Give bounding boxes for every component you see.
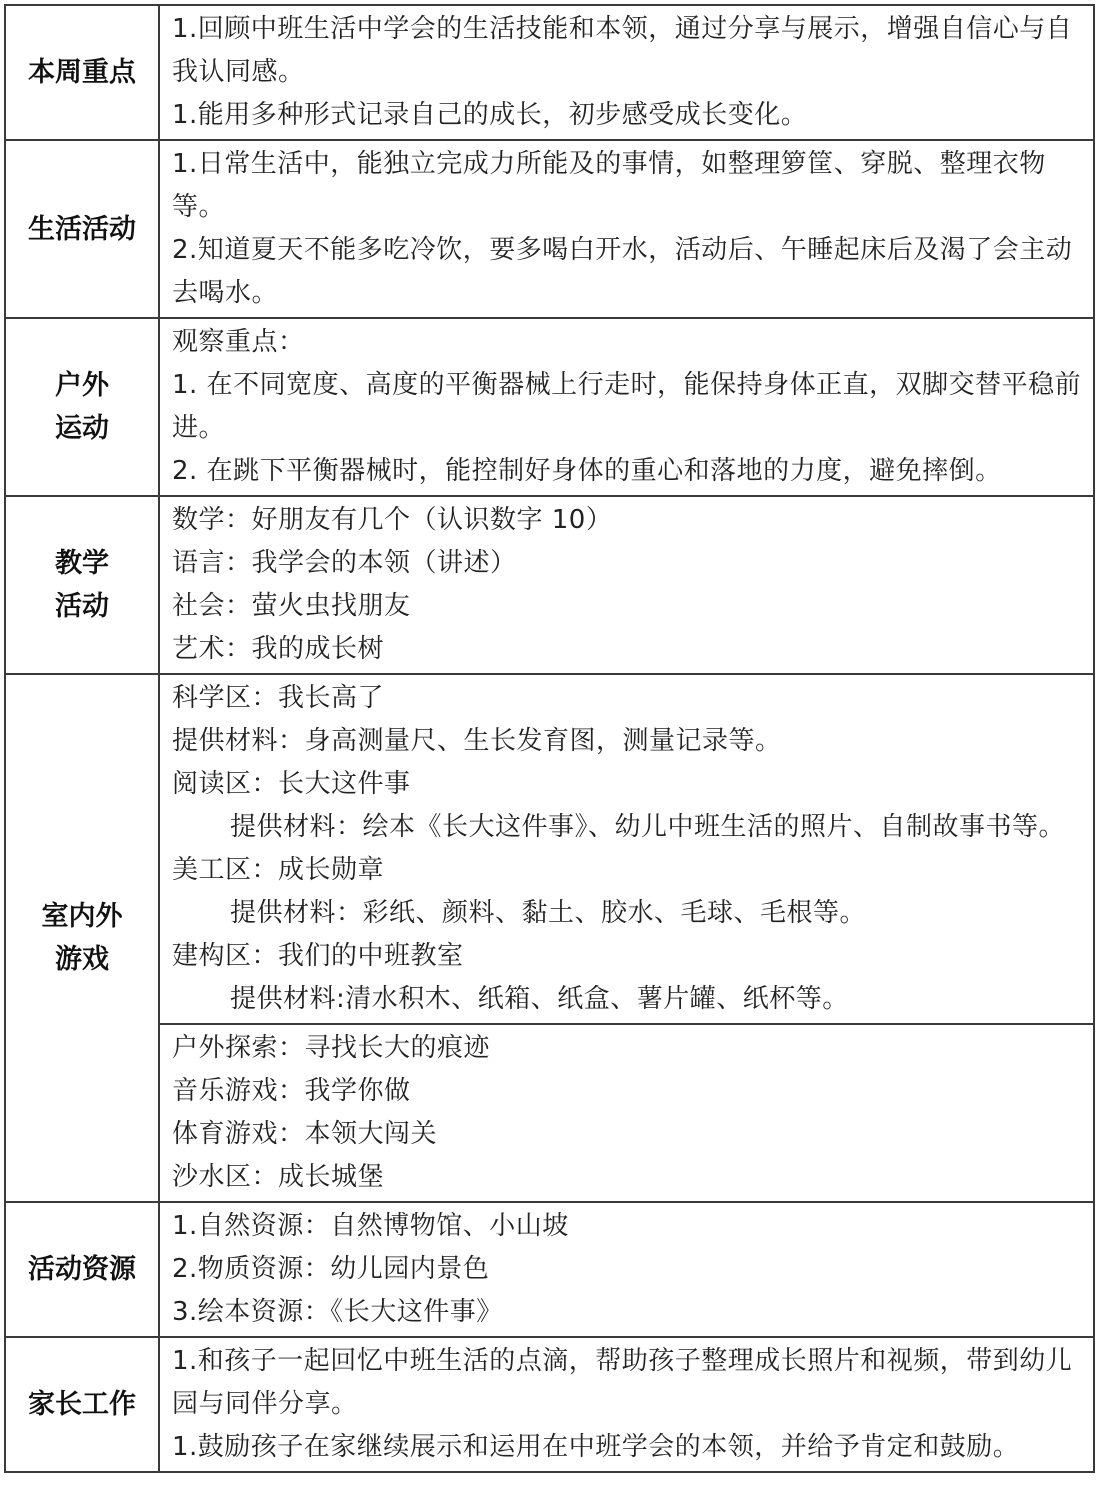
content-line: 1.鼓励孩子在家继续展示和运用在中班学会的本领，并给予肯定和鼓励。: [172, 1432, 1020, 1462]
row-label-cell: [5, 496, 159, 674]
row-label: 本周重点: [28, 57, 136, 88]
table-row: [5, 1202, 1094, 1337]
table-row: [5, 674, 1094, 1024]
content-line: 2.物质资源：幼儿园内景色: [172, 1254, 490, 1284]
content-line: 1.自然资源：自然博物馆、小山坡: [172, 1211, 569, 1241]
row-label: 室内外 游戏: [41, 901, 123, 975]
row-label-cell: [5, 1337, 159, 1472]
table-row: [5, 318, 1094, 496]
table-row: [5, 1337, 1094, 1472]
content-line: 3.绘本资源：《长大这件事》: [172, 1297, 503, 1327]
content-line: 音乐游戏：我学你做: [172, 1076, 411, 1106]
row-label-cell: [5, 318, 159, 496]
table-row: [5, 140, 1094, 318]
content-line: 1.能用多种形式记录自己的成长，初步感受成长变化。: [172, 100, 808, 130]
weekly-plan-table: [4, 4, 1095, 1473]
table-row: [5, 5, 1094, 140]
content-line: 1.日常生活中，能独立完成力所能及的事情，如整理箩筐、穿脱、整理衣物等。: [172, 149, 1046, 222]
row-content-cell: [159, 674, 1094, 1024]
content-line: 阅读区：长大这件事: [172, 769, 411, 799]
content-line: 社会：萤火虫找朋友: [172, 591, 411, 621]
content-line: 提供材料：彩纸、颜料、黏土、胶水、毛球、毛根等。: [230, 898, 867, 928]
row-label-cell: [5, 674, 159, 1202]
content-line: 艺术：我的成长树: [172, 634, 385, 664]
content-line: 2. 在跳下平衡器械时，能控制好身体的重心和落地的力度，避免摔倒。: [172, 456, 1002, 486]
content-line: 科学区：我长高了: [172, 683, 385, 713]
row-content-cell: [159, 496, 1094, 674]
content-line: 1.回顾中班生活中学会的生活技能和本领，通过分享与展示，增强自信心与自我认同感。: [172, 14, 1073, 87]
content-line: 语言：我学会的本领（讲述）: [172, 548, 517, 578]
row-label: 教学 活动: [55, 548, 109, 622]
row-content-cell: [159, 318, 1094, 496]
row-label: 户外 运动: [55, 370, 109, 444]
row-label-cell: [5, 5, 159, 140]
row-label: 生活活动: [28, 213, 136, 245]
content-line: 建构区：我们的中班教室: [172, 941, 464, 971]
content-line: 户外探索：寻找长大的痕迹: [172, 1033, 491, 1063]
content-line: 美工区：成长勋章: [172, 855, 385, 885]
table-row: [5, 496, 1094, 674]
content-line: 1. 在不同宽度、高度的平衡器械上行走时，能保持身体正直，双脚交替平稳前进。: [172, 370, 1082, 443]
content-line: 沙水区：成长城堡: [172, 1162, 385, 1192]
content-line: 观察重点：: [172, 327, 305, 357]
content-line: 提供材料：绘本《长大这件事》、幼儿中班生活的照片、自制故事书等。: [230, 812, 1066, 842]
row-label: 家长工作: [28, 1389, 136, 1420]
table-row: [5, 1024, 1094, 1202]
content-line: 提供材料:清水积木、纸箱、纸盒、薯片罐、纸杯等。: [230, 984, 849, 1014]
content-line: 体育游戏：本领大闯关: [172, 1119, 438, 1149]
row-content-cell: [159, 1202, 1094, 1337]
row-label: 活动资源: [28, 1254, 136, 1285]
content-line: 提供材料：身高测量尺、生长发育图，测量记录等。: [172, 726, 782, 756]
content-line: 1.和孩子一起回忆中班生活的点滴，帮助孩子整理成长照片和视频，带到幼儿园与同伴分享。: [172, 1346, 1073, 1419]
row-label-cell: [5, 140, 159, 318]
content-line: 数学：好朋友有几个（认识数字 10）: [172, 505, 613, 535]
row-label-cell: [5, 1202, 159, 1337]
content-line: 2.知道夏天不能多吃冷饮，要多喝白开水，活动后、午睡起床后及渴了会主动去喝水。: [172, 235, 1073, 308]
row-content-cell: [159, 140, 1094, 318]
row-content-cell: [159, 1337, 1094, 1472]
row-content-cell: [159, 5, 1094, 140]
row-content-cell: [159, 1024, 1094, 1202]
